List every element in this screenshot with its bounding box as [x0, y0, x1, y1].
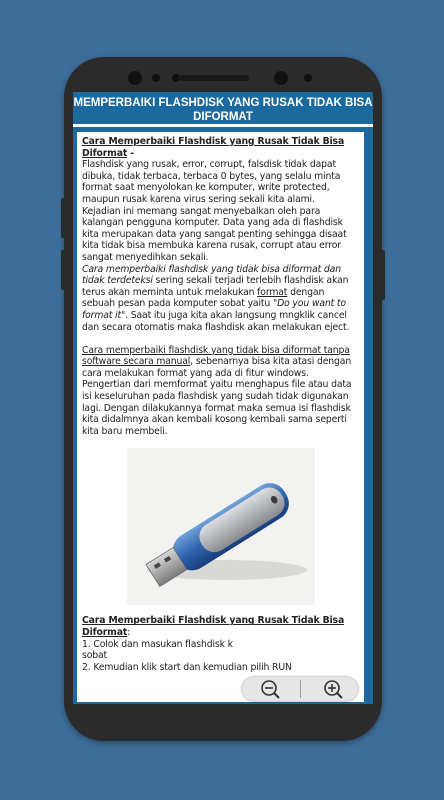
paragraph-3-text: sering sekali terjadi terlebih flashdisk akan terus akan meminta untuk melakukan	[82, 275, 349, 298]
article-container[interactable]	[77, 132, 364, 702]
phone-speaker	[179, 75, 249, 81]
paragraph-3-quote: Do you want to format it	[82, 298, 346, 321]
step-2: 2. Kemudian klik start dan kemudian pilih RUN	[82, 661, 292, 673]
paragraph-4	[82, 345, 360, 438]
paragraph-4-text: , sebenarnya bisa kita atasi dengan cara melakukan format yang ada di fitur windows. Pengertian dari memformat yaitu menghapus file atau data isi keseluruhan pada flashdisk yang sudah tidak digunakan lagi. Dengan dilakukannya format maka semua isi flashdisk kita didalmnya akan kembali kosong kembali sama seperti kita baru membeli.	[82, 356, 352, 437]
phone-camera	[128, 71, 142, 85]
heading-suffix: -	[127, 147, 134, 159]
paragraph-3-italic: Cara memperbaiki flashdisk yang tidak bisa diformat dan tidak terdeteksi	[82, 263, 341, 287]
zoom-in-icon	[300, 677, 358, 701]
phone-front-camera	[274, 71, 288, 85]
phone-screen	[73, 92, 373, 704]
step-1-continued: sobat	[82, 650, 108, 662]
article-body	[82, 136, 360, 673]
phone-sensor	[304, 74, 312, 82]
article-heading-1: Cara Memperbaiki Flashdisk yang Rusak Tidak Bisa Diformat	[82, 136, 345, 159]
zoom-control	[242, 677, 358, 701]
manual-format-link[interactable]: Cara memperbaiki flashdisk yang tidak bisa diformat tanpa software secara manual	[82, 344, 350, 368]
article-heading-2-line	[82, 615, 360, 638]
paragraph-3-text: ". Saat itu juga kita akan langsung mngklik cancel dan secara otomatis maka flashdisk akan melakukan eject.	[82, 309, 350, 333]
paragraph-1: Flashdisk yang rusak, error, corrupt, falsdisk tidak dapat dibuka, tidak terbaca, terbaca 0 bytes, yang selalu minta format saat menyolokan ke komputer, write protected, maupun rusak karena virus sering sekali kita alami.	[82, 159, 341, 205]
paragraph-2: Kejadian ini memang sangat menyebalkan oleh para kalangan pengguna komputer. Data yang ada di flashdisk kita merupakan data yang sangat penting sehingga disaat kita tidak bisa membuka karena rusak, corrupt atau error sangat menyedihkan sekali.	[82, 205, 347, 263]
zoom-in-button[interactable]	[300, 677, 358, 701]
phone-sensor	[152, 74, 160, 82]
article-intro	[82, 136, 360, 159]
article-heading-2: Cara Memperbaiki Flashdisk yang Rusak Tidak Bisa Diformat	[82, 615, 345, 639]
phone-power-button	[381, 250, 385, 300]
header-divider	[73, 124, 373, 127]
phone-side-button	[61, 250, 65, 290]
page-title: MEMPERBAIKI FLASHDISK YANG RUSAK TIDAK BISA DIFORMAT	[73, 97, 373, 123]
usb-flashdisk-photo	[127, 448, 315, 605]
heading-suffix: :	[127, 627, 131, 639]
phone-side-button	[61, 198, 65, 238]
step-1: 1. Colok dan masukan flashdisk k	[82, 638, 233, 650]
paragraph-3-text: dengan sebuah pesan pada komputer sobat yaitu "	[82, 286, 325, 310]
zoom-out-button[interactable]	[242, 677, 300, 701]
flashdisk-image	[127, 448, 315, 605]
zoom-out-icon	[242, 677, 300, 701]
app-header	[73, 92, 373, 124]
paragraph-3	[82, 264, 360, 334]
format-link[interactable]: format	[257, 286, 288, 298]
